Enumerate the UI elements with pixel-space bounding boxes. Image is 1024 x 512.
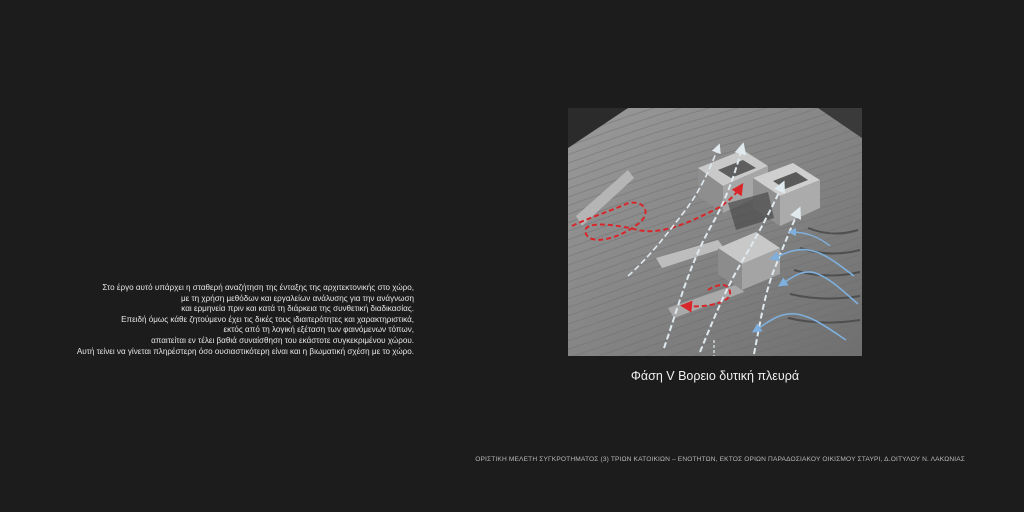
- project-title-footer: ΟΡΙΣΤΙΚΗ ΜΕΛΕΤΗ ΣΥΓΚΡΟΤΗΜΑΤΟΣ (3) ΤΡΙΩΝ ΚΑΤΟΙΚΙΩΝ – ΕΝΟΤΗΤΩΝ, ΕΚΤΟΣ ΟΡΙΩΝ ΠΑΡΑΔΟΣΙΑΚΟΥ ΟΙΚΙΣΜΟΥ ΣΤΑΥΡΙ, Δ.ΟΙΤΥΛΟΥ Ν. ΛΑΚΩΝΙΑΣ: [475, 456, 965, 463]
- intro-paragraph: [18, 283, 414, 357]
- paragraph-line: και ερμηνεία πριν και κατά τη διάρκεια της συνθετική διαδικασίας.: [181, 304, 414, 314]
- paragraph-line: Στο έργο αυτό υπάρχει η σταθερή αναζήτηση της ένταξης της αρχιτεκτονικής στο χώρο,: [102, 283, 414, 292]
- paragraph-line: εκτός από τη λογική εξέταση των φαινόμενων τόπων,: [223, 325, 414, 335]
- figure-caption: Φάση V Βορειο δυτική πλευρά: [630, 369, 800, 383]
- paragraph-line: με τη χρήση μεθόδων και εργαλείων ανάλυσης για την ανάγνωση: [180, 293, 414, 303]
- paragraph-line: απαιτείται εν τέλει βαθιά συναίσθηση του εκάστοτε συγκεκριμένου χώρου.: [151, 335, 414, 345]
- paragraph-line: Αυτή τείνει να γίνεται πληρέστερη όσο ουσιαστικότερη είναι και η βιωματική σχέση με το χώρο.: [76, 346, 414, 356]
- site-model-illustration: [568, 108, 862, 356]
- site-model-photo: [568, 108, 862, 356]
- paragraph-line: Επειδή όμως κάθε ζητούμενο έχει τις δικές τους ιδιαιτερότητες και χαρακτηριστικά,: [121, 314, 414, 324]
